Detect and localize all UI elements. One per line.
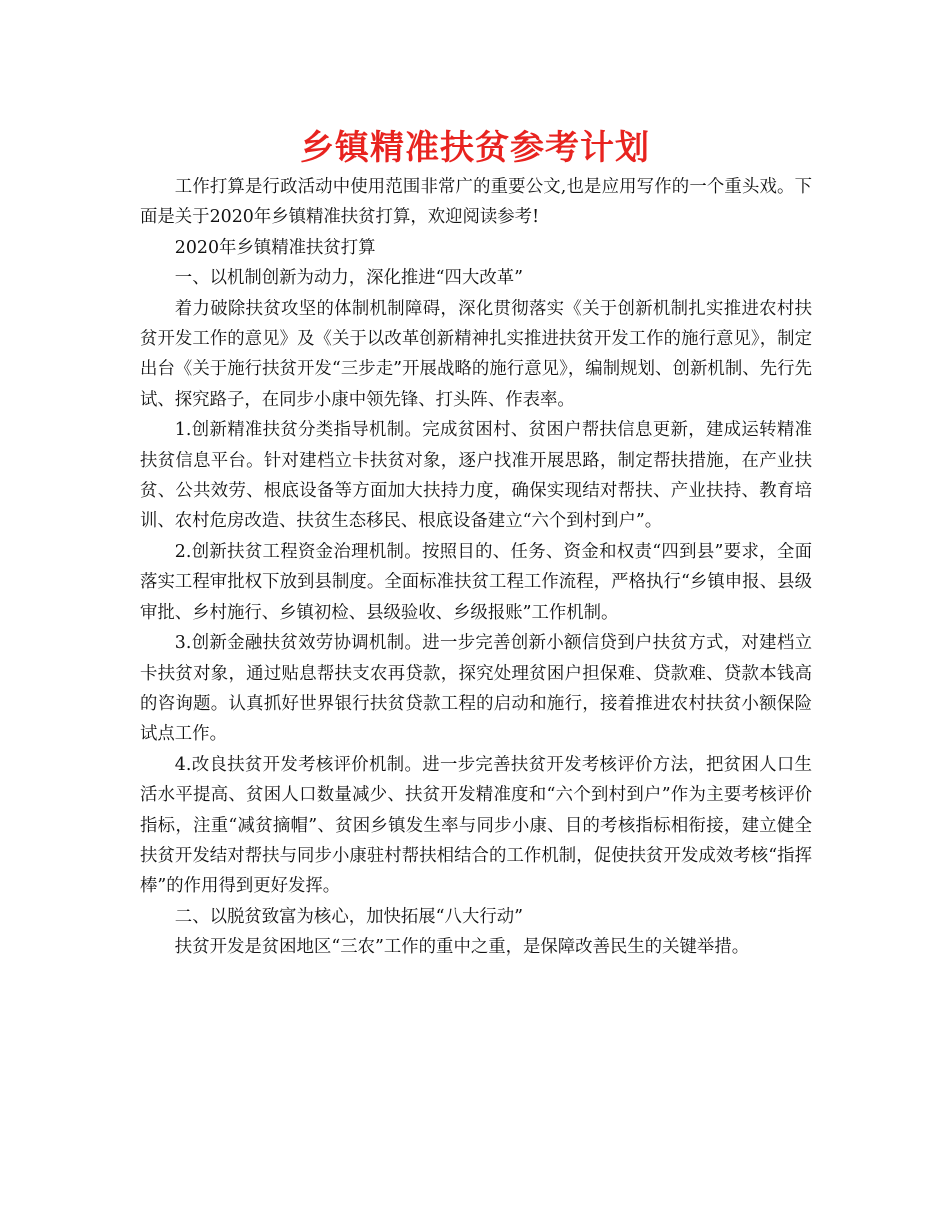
document-title: 乡镇精准扶贫参考计划 (300, 128, 650, 168)
paragraph-item-2: 2.创新扶贫工程资金治理机制。按照目的、任务、资金和权责“四到县”要求，全面落实工程审批权下放到县制度。全面标准扶贫工程工作流程，严格执行“乡镇申报、县级审批、乡村施行、乡镇初检、县级验收、乡级报账”工作机制。 (140, 541, 812, 623)
paragraph-item-1: 1.创新精准扶贫分类指导机制。完成贫困村、贫困户帮扶信息更新，建成运转精准扶贫信息平台。针对建档立卡扶贫对象，逐户找准开展思路，制定帮扶措施，在产业扶贫、公共效劳、根底设备等方面加大扶持力度，确保实现结对帮扶、产业扶持、教育培训、农村危房改造、扶贫生态移民、根底设备建立“六个到村到户”。 (140, 420, 812, 532)
paragraph-item-3: 3.创新金融扶贫效劳协调机制。进一步完善创新小额信贷到户扶贫方式，对建档立卡扶贫对象，通过贴息帮扶支农再贷款，探究处理贫困户担保难、贷款难、贷款本钱高的咨询题。认真抓好世界银行扶贫贷款工程的启动和施行，接着推进农村扶贫小额保险试点工作。 (140, 633, 812, 745)
paragraph-subtitle: 2020年乡镇精准扶贫打算 (174, 237, 376, 258)
section-heading-1: 一、以机制创新为动力，深化推进“四大改革” (174, 268, 524, 289)
document-body (140, 172, 812, 963)
paragraph-section-1: 着力破除扶贫攻坚的体制机制障碍，深化贯彻落实《关于创新机制扎实推进农村扶贫开发工作的意见》及《关于以改革创新精神扎实推进扶贫开发工作的施行意见》，制定出台《关于施行扶贫开发“三步走”开展战略的施行意见》，编制规划、创新机制、先行先试、探究路子，在同步小康中领先锋、打头阵、作表率。 (140, 298, 812, 410)
section-heading-2: 二、以脱贫致富为核心，加快拓展“八大行动” (174, 906, 524, 927)
paragraph-item-4: 4.改良扶贫开发考核评价机制。进一步完善扶贫开发考核评价方法，把贫困人口生活水平提高、贫困人口数量减少、扶贫开发精准度和“六个到村到户”作为主要考核评价指标，注重“减贫摘帽”、贫困乡镇发生率与同步小康、目的考核指标相衔接，建立健全扶贫开发结对帮扶与同步小康驻村帮扶相结合的工作机制，促使扶贫开发成效考核“指挥棒”的作用得到更好发挥。 (140, 754, 812, 897)
paragraph-intro: 工作打算是行政活动中使用范围非常广的重要公文,也是应用写作的一个重头戏。下面是关于2020年乡镇精准扶贫打算，欢迎阅读参考! (140, 177, 812, 228)
paragraph-section-2: 扶贫开发是贫困地区“三农”工作的重中之重，是保障改善民生的关键举措。 (174, 937, 750, 958)
